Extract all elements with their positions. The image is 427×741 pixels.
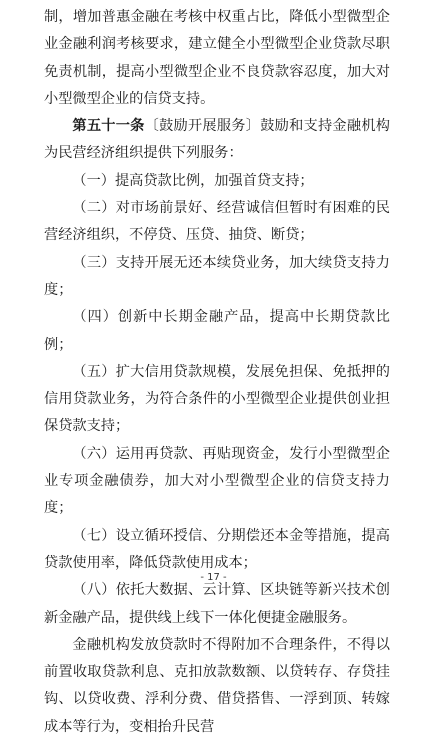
list-item-6 xyxy=(44,441,390,523)
paragraph-text: （二）对市场前景好、经营诚信但暂时有困难的民营经济组织，不停贷、压贷、抽贷、断贷； xyxy=(44,200,390,244)
list-item-5 xyxy=(44,359,390,441)
article-number: 第五十一条 xyxy=(72,118,145,135)
paragraph-text: 制，增加普惠金融在考核中权重占比，降低小型微型企业金融利润考核要求，建立健全小型微型企业贷款尽职免责机制，提高小型微型企业不良贷款容忍度，加大对小型微型企业的信贷支持。 xyxy=(44,9,390,107)
paragraph-text: 鼓励和支持金融机构为民营经济组织提供下列服务： xyxy=(44,118,390,162)
paragraph-text: （四）创新中长期金融产品，提高中长期贷款比例； xyxy=(44,309,390,353)
page-number: - 17 - xyxy=(200,572,227,583)
paragraph-text: （三）支持开展无还本续贷业务，加大续贷支持力度； xyxy=(44,254,390,298)
paragraph-text: （七）设立循环授信、分期偿还本金等措施，提高贷款使用率，降低贷款使用成本； xyxy=(44,527,390,571)
paragraph-text: （五）扩大信用贷款规模，发展免担保、免抵押的信用贷款业务，为符合条件的小型微型企业提供创业担保贷款支持； xyxy=(44,363,390,435)
list-item-8 xyxy=(44,577,390,632)
body-text xyxy=(44,4,390,741)
list-item-7 xyxy=(44,523,390,578)
paragraph-text: （一）提高贷款比例，加强首贷支持； xyxy=(72,172,314,189)
paragraph-text: 金融机构发放贷款时不得附加不合理条件，不得以前置收取贷款利息、克扣放款数额、以贷转存、存贷挂钩、以贷收费、浮利分费、借贷搭售、一浮到顶、转嫁成本等行为，变相抬升民营 xyxy=(44,636,390,735)
paragraph-text: （六）运用再贷款、再贴现资金，发行小型微型企业专项金融债券，加大对小型微型企业的信贷支持力度； xyxy=(44,445,390,517)
list-item-2 xyxy=(44,195,390,250)
list-item-3 xyxy=(44,250,390,305)
article-51-heading-paragraph xyxy=(44,113,390,168)
list-item-1 xyxy=(44,168,390,195)
closing-paragraph xyxy=(44,632,390,741)
paragraph-text: （八）依托大数据、云计算、区块链等新兴技术创新金融产品，提供线上线下一体化便捷金融服务。 xyxy=(44,582,390,626)
list-item-4 xyxy=(44,304,390,359)
article-title: 〔鼓励开展服务〕 xyxy=(144,118,261,135)
paragraph-continuation xyxy=(44,4,390,113)
